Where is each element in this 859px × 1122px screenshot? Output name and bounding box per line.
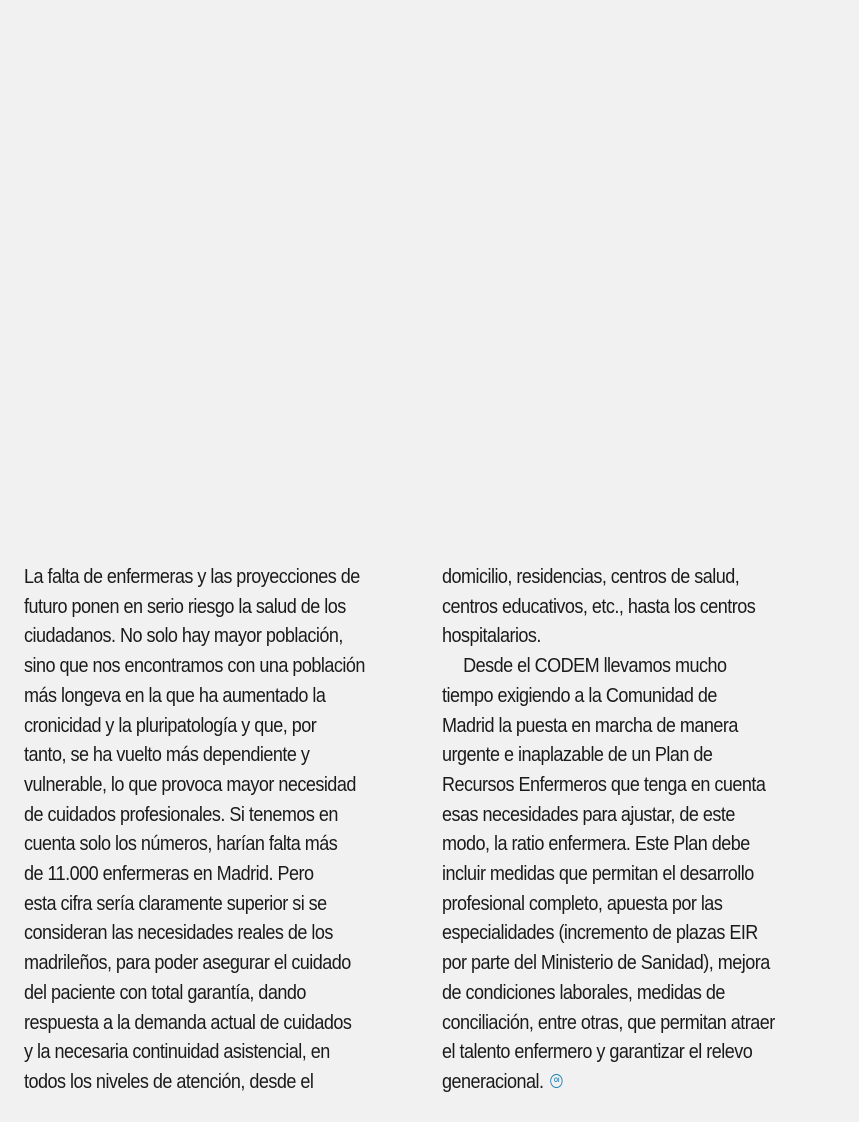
text-line: incluir medidas que permitan el desarrollo <box>442 862 754 886</box>
text-line: ciudadanos. No solo hay mayor población, <box>24 624 343 648</box>
text-line: esta cifra sería claramente superior si se <box>24 891 327 915</box>
text-line: respuesta a la demanda actual de cuidados <box>24 1010 352 1034</box>
text-line: tanto, se ha vuelto más dependiente y <box>24 743 310 767</box>
article-column-left <box>24 562 420 1097</box>
text-line: Madrid la puesta en marcha de manera <box>442 713 738 737</box>
text-line: futuro ponen en serio riesgo la salud de los <box>24 594 346 618</box>
paragraph-start-line: Desde el CODEM llevamos mucho <box>463 654 727 678</box>
text-line: domicilio, residencias, centros de salud, <box>442 565 740 588</box>
end-of-article-icon: OI <box>551 1074 563 1088</box>
text-line: profesional completo, apuesta por las <box>442 891 723 915</box>
text-line: todos los niveles de atención, desde el <box>24 1069 314 1093</box>
text-line: tiempo exigiendo a la Comunidad de <box>442 683 717 707</box>
text-line: hospitalarios. <box>442 624 541 648</box>
text-line: de cuidados profesionales. Si tenemos en <box>24 802 338 826</box>
article-column-right <box>442 562 836 1097</box>
text-line: modo, la ratio enfermera. Este Plan debe <box>442 832 750 856</box>
text-line: más longeva en la que ha aumentado la <box>24 683 326 707</box>
text-line: cronicidad y la pluripatología y que, por <box>24 713 317 737</box>
text-line: del paciente con total garantía, dando <box>24 980 306 1004</box>
text-line: conciliación, entre otras, que permitan atraer <box>442 1010 775 1034</box>
text-line-end: generacional. <box>442 1069 544 1093</box>
text-line: centros educativos, etc., hasta los centros <box>442 594 756 618</box>
text-line: especialidades (incremento de plazas EIR <box>442 921 758 945</box>
text-line: urgente e inaplazable de un Plan de <box>442 743 713 767</box>
text-line: La falta de enfermeras y las proyecciones de <box>24 565 360 588</box>
text-line: sino que nos encontramos con una población <box>24 654 365 678</box>
text-line: de condiciones laborales, medidas de <box>442 980 725 1004</box>
text-line: Recursos Enfermeros que tenga en cuenta <box>442 772 766 796</box>
text-line: y la necesaria continuidad asistencial, en <box>24 1040 330 1064</box>
text-line: esas necesidades para ajustar, de este <box>442 802 735 826</box>
text-line: por parte del Ministerio de Sanidad), mejora <box>442 951 770 975</box>
last-text-line <box>442 1067 836 1097</box>
text-line: cuenta solo los números, harían falta más <box>24 832 338 856</box>
text-line: de 11.000 enfermeras en Madrid. Pero <box>24 862 314 886</box>
text-line: consideran las necesidades reales de los <box>24 921 333 945</box>
text-line: madrileños, para poder asegurar el cuidado <box>24 951 351 975</box>
text-line: el talento enfermero y garantizar el relevo <box>442 1040 753 1064</box>
text-line: vulnerable, lo que provoca mayor necesidad <box>24 772 356 796</box>
